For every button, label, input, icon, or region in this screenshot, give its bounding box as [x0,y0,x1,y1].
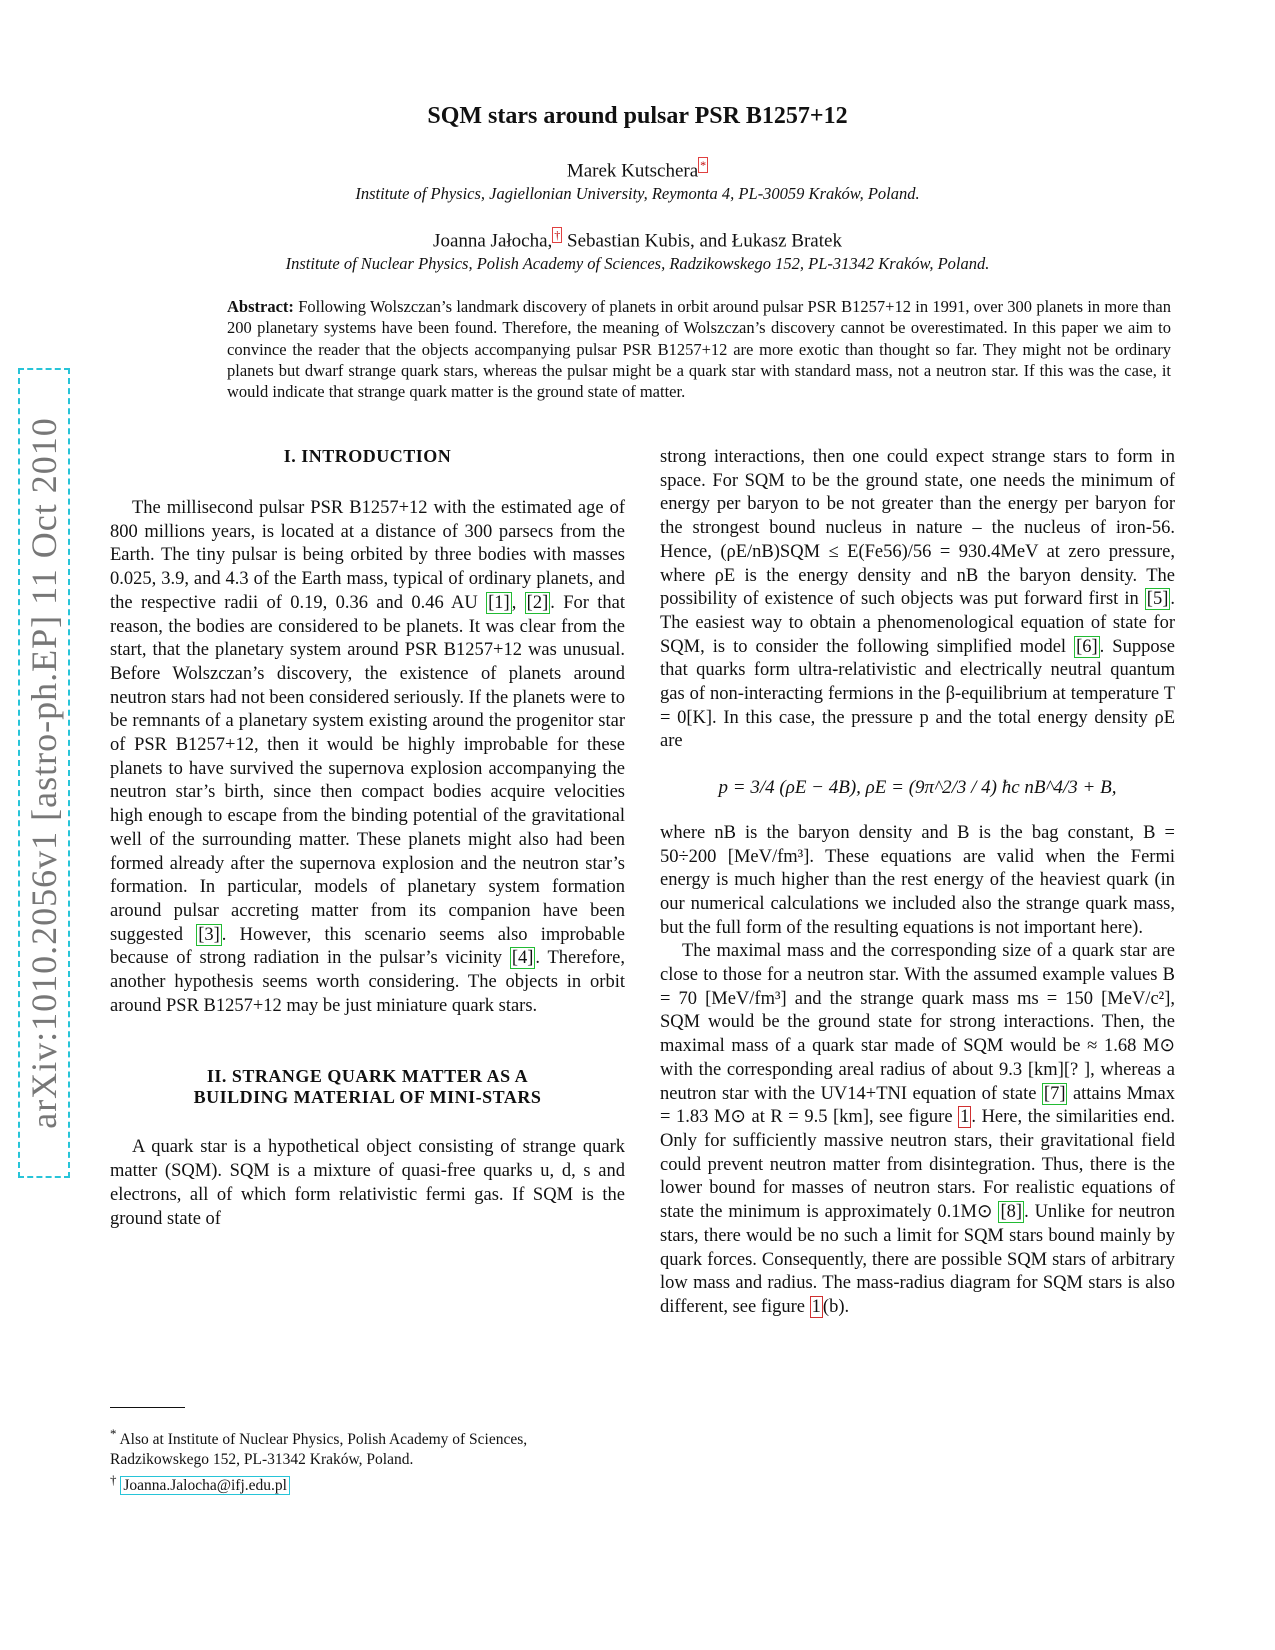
email-link[interactable]: Joanna.Jalocha@ifj.edu.pl [120,1476,290,1495]
footnote-2: † Joanna.Jalocha@ifj.edu.pl [110,1470,625,1496]
figure-1-link[interactable]: 1 [960,1107,970,1128]
abstract-text: Following Wolszczan’s landmark discovery of planets in orbit around pulsar PSR B1257+12 in 1991, over 300 planets in more than 200 planetary systems have been found. Therefore, the meaning of Wolszczan’s discovery cannot be overestimated. In this paper we aim to convince the reader that the objects accompanying pulsar PSR B1257+12 are more exotic than thought so far. They might not be ordinary planets but dwarf strange quark stars, whereas the pulsar might be a quark star with standard mass, not a neutron star. If this was the case, it would indicate that strange quark matter is the ground state of matter. [227,297,1172,402]
section-1-heading: I. INTRODUCTION [283,446,452,466]
figure-1b-link[interactable]: 1 [811,1296,821,1317]
citation-4[interactable]: [4] [511,948,534,969]
footnote-rule [110,1407,185,1408]
author-names: Marek Kutschera [566,160,699,182]
footnote-marker-star[interactable]: * [700,158,707,172]
author-names-rest: Sebastian Kubis, and Łukasz Bratek [562,230,842,252]
section-1-paragraph: The millisecond pulsar PSR B1257+12 with the estimated age of 800 millions years, is located at a distance of 300 parsecs from the Earth. The tiny pulsar is being orbited by three bodies with masses 0.025, 3.9, and 4.3 of the Earth mass, typical of ordinary planets, and the respective radii of 0.19, 0.36 and 0.46 AU [1] , [2] . For that reason, the bodies are considered to be planets. It was clear from the start, that the planetary system around PSR B1257+12 was unusual. Before Wolszczan’s discovery, the existence of planets around neutron stars had not been considered seriously. If the planets were to be remnants of a planetary system existing around the progenitor star of PSR B1257+12, then it would be highly improbable for these planets to have survived the supernova explosion accompanying the neutron star’s birth, since then compact bodies acquire velocities high enough to escape from the binding potential of the gravitational well of the surrounding matter. These planets might also had been formed already after the supernova explosion and the neutron star’s formation. In particular, models of planetary system formation around pulsar accreting matter from its companion have been suggested [3] . However, this scenario seems also improbable because of strong radiation in the pulsar’s vicinity [4] . Therefore, another hypothesis seems worth considering. The objects in orbit around PSR B1257+12 may be just miniature quark stars. [110,498,625,1016]
citation-8[interactable]: [8] [1000,1202,1023,1223]
affiliation-1: Institute of Physics, Jagiellonian University, Reymonta 4, PL-30059 Kraków, Poland. [355,184,920,203]
citation-5[interactable]: [5] [1146,589,1169,610]
arxiv-identifier-stamp [18,368,70,1178]
abstract-label: Abstract: [227,297,294,316]
paper-title: SQM stars around pulsar PSR B1257+12 [427,103,848,129]
citation-2[interactable]: [2] [526,592,549,613]
section-2-heading-line-2: BUILDING MATERIAL OF MINI-STARS [193,1087,542,1108]
author-line-1 [0,158,1275,182]
citation-3[interactable]: [3] [198,924,220,945]
citation-6[interactable]: [6] [1076,636,1098,657]
footnotes [110,1424,625,1496]
section-2-heading [110,1066,625,1108]
right-paragraph-3: The maximal mass and the corresponding size of a quark star are close to those for a neutron star. With the assumed example values B = 70 [MeV/fm³] and the strange quark mass ms = 150 [MeV/c²], SQM would be the ground state for strong interactions. Then, the maximal mass of a quark star made of SQM would be ≈ 1.68 M⊙ with the corresponding areal radius of about 9.3 [km][? ], whereas a neutron star with the UV14+TNI equation of state [7] attains Mmax = 1.83 M⊙ at R = 9.5 [km], see figure 1 . Here, the similarities end. Only for sufficiently massive neutron stars, their gravitational field could prevent neutron matter from disintegration. Thus, there is the lower bound for masses of neutron stars. For realistic equations of state the minimum is approximately 0.1M⊙ [8] . Unlike for neutron stars, there would be no such a limit for SQM stars bound mainly by quark forces. Consequently, there are possible SQM stars of arbitrary low mass and radius. The mass-radius diagram for SQM stars is also different, see figure 1 (b). [660,941,1176,1317]
author-line-2 [0,228,1275,252]
footnote-marker-dagger[interactable]: † [554,228,561,242]
right-paragraph-1: strong interactions, then one could expect strange stars to form in space. For SQM to be the ground state, one needs the minimum of energy per baryon to be not greater than the energy per baryon for the strongest bound nucleus in nature – the nucleus of iron-56. Hence, (ρE/nB)SQM ≤ E(Fe56)/56 = 930.4MeV at zero pressure, where ρE is the energy density and nB the baryon density. The possibility of existence of such objects was put forward first in [5] . The easiest way to obtain a phenomenological equation of state for SQM, is to consider the following simplified model [6] . Suppose that quarks form ultra-relativistic and electrically neutral quantum gas of non-interacting fermions in the β-equilibrium at temperature T = 0[K]. In this case, the pressure p and the total energy density ρE are [660,447,1175,752]
citation-7[interactable]: [7] [1043,1083,1066,1104]
citation-1[interactable]: [1] [488,592,510,613]
right-paragraph-2: where nB is the baryon density and B is the bag constant, B = 50÷200 [MeV/fm³]. These equations are valid when the Fermi energy is much higher than the rest energy of the heaviest quark (in our numerical calculations we included also the strange quark mass, but the full form of the resulting equations is not important here). [660,822,1175,938]
section-2-paragraph: A quark star is a hypothetical object consisting of strange quark matter (SQM). SQM is a mixture of quasi-free quarks u, d, s and electrons, all of which form relativistic fermi gas. If SQM is the ground state of [110,1137,625,1229]
abstract [227,296,1171,402]
section-2-heading-line-1: II. STRANGE QUARK MATTER AS A [206,1066,529,1087]
footnote-1: * Also at Institute of Nuclear Physics, Polish Academy of Sciences, Radzikowskego 152, PL-31342 Kraków, Poland. [110,1426,528,1469]
equation-eos: p = 3/4 (ρE − 4B), ρE = (9π^2/3 / 4) ħc nB^4/3 + B, [718,777,1117,799]
right-column [660,446,1175,1320]
affiliation-2: Institute of Nuclear Physics, Polish Academy of Sciences, Radzikowskego 152, PL-31342 Kraków, Poland. [285,254,990,273]
arxiv-identifier-text: arXiv:1010.2056v1 [astro-ph.EP] 11 Oct 2010 [24,417,64,1129]
left-column [110,446,625,1231]
author-names-first: Joanna Jałocha, [433,230,553,252]
